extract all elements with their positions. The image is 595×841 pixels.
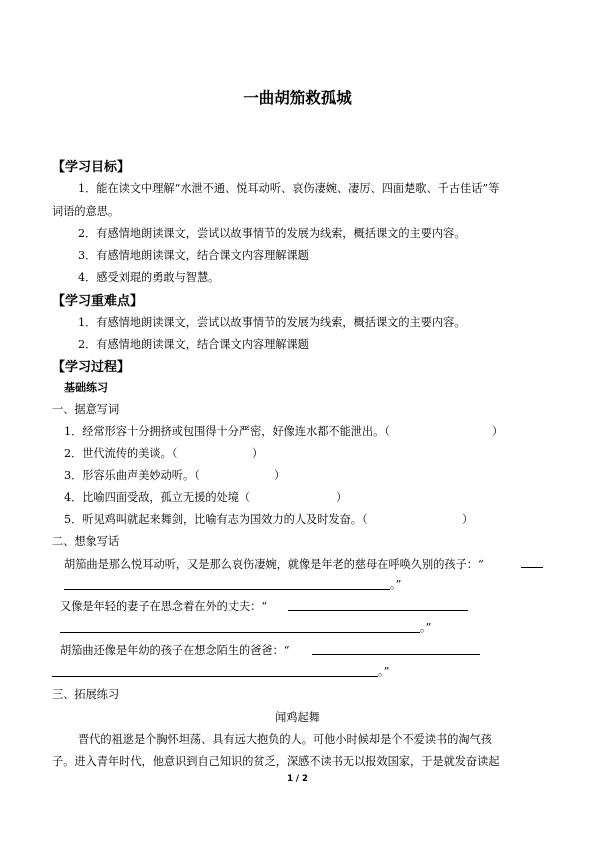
word-item-3: 3．形容乐曲声美妙动听。（ xyxy=(64,469,200,482)
part1-label: 一、据意写词 xyxy=(52,403,120,416)
answer-line-1b[interactable] xyxy=(64,589,390,590)
word-item-4-close: ） xyxy=(336,491,348,504)
word-item-5-close: ） xyxy=(462,513,474,526)
passage-title: 闻鸡起舞 xyxy=(275,711,320,724)
word-item-5: 5．听见鸡叫就起来舞剑，比喻有志为国效力的人及时发奋。（ xyxy=(64,513,368,526)
section-heading-goals: 【学习目标】 xyxy=(52,160,131,175)
section-heading-process: 【学习过程】 xyxy=(52,360,131,375)
passage-line-2: 子。进入青年时代，他意识到自己知识的贫乏，深感不读书无以报效国家，于是就发奋读起 xyxy=(52,755,500,768)
part2-label: 二、想象写话 xyxy=(52,535,120,548)
imagine-end-2: 。” xyxy=(420,621,432,634)
answer-line-2a[interactable] xyxy=(288,610,468,611)
passage-line-1: 晋代的祖逖是个胸怀坦荡、具有远大抱负的人。可他小时候却是个不爱读书的淘气孩 xyxy=(78,733,492,746)
section-heading-key-points: 【学习重难点】 xyxy=(52,294,144,309)
key-point-2: 2．有感情地朗读课文，结合课文内容理解课题 xyxy=(78,338,309,351)
answer-line-3b[interactable] xyxy=(52,676,378,677)
goal-item-1: 1．能在读文中理解“水泄不通、悦耳动听、哀伤凄婉、凄厉、四面楚歌、千古佳话”等 xyxy=(78,182,500,195)
word-item-2: 2．世代流传的美谈。（ xyxy=(64,447,178,460)
answer-line-3a[interactable] xyxy=(312,654,480,655)
page-title: 一曲胡笳救孤城 xyxy=(243,89,352,107)
answer-line-1a[interactable] xyxy=(521,567,543,568)
imagine-end-3: 。” xyxy=(378,665,390,678)
goal-item-3: 3．有感情地朗读课文，结合课文内容理解课题 xyxy=(78,249,309,262)
word-item-1-close: ） xyxy=(492,425,504,438)
answer-line-2b[interactable] xyxy=(60,632,420,633)
word-item-1: 1．经常形容十分拥挤或包围得十分严密，好像连水都不能泄出。（ xyxy=(64,425,390,438)
key-point-1: 1．有感情地朗读课文，尝试以故事情节的发展为线索，概括课文的主要内容。 xyxy=(78,316,466,329)
goal-item-4: 4．感受刘琨的勇敢与智慧。 xyxy=(78,271,220,284)
imagine-end-1: 。” xyxy=(390,578,402,591)
imagine-prompt-1: 胡笳曲是那么悦耳动听，又是那么哀伤凄婉，就像是年老的慈母在呼唤久别的孩子：“ xyxy=(64,558,484,571)
word-item-2-close: ） xyxy=(252,447,264,460)
subheading-basic-practice: 基础练习 xyxy=(64,381,108,394)
word-item-4: 4．比喻四面受敌，孤立无援的处境（ xyxy=(64,491,251,504)
imagine-prompt-3: 胡笳曲还像是年幼的孩子在想念陌生的爸爸：“ xyxy=(60,644,290,657)
part3-label: 三、拓展练习 xyxy=(52,688,120,701)
imagine-prompt-2: 又像是年轻的妻子在思念着在外的丈夫：“ xyxy=(60,600,268,613)
word-item-3-close: ） xyxy=(274,469,286,482)
goal-item-2: 2．有感情地朗读课文，尝试以故事情节的发展为线索，概括课文的主要内容。 xyxy=(78,227,466,240)
page-number: 1 / 2 xyxy=(287,774,308,784)
goal-item-1-cont: 词语的意思。 xyxy=(52,205,120,218)
